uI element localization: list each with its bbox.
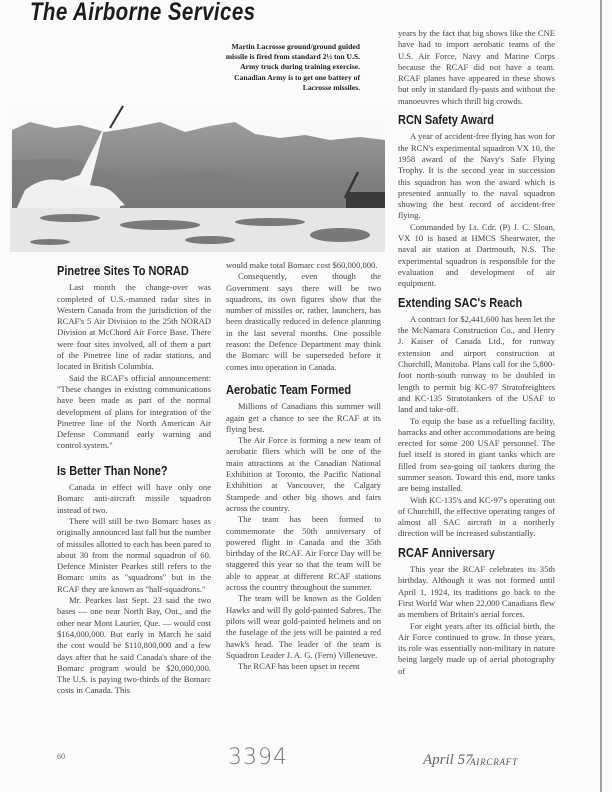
paragraph: For eight years after its official birth, the Air Force continued to grow. In those years, its role was essentially non-military in nature being largely made up of aerial photography of xyxy=(398,620,555,676)
page-number: 60 xyxy=(57,752,65,761)
paragraph: The RCAF has been upset in recent xyxy=(238,661,360,672)
paragraph: With KC-135's and KC-97's operating out of Churchill, the effective operating ranges of almost all SAC aircraft in a northerly direction will be increased substantially. xyxy=(398,494,555,539)
paragraph: Said the RCAF's official announcement: "These changes in existing communications have been made as part of the normal development of plans for integration of the Pinetree line of the North American Air Defense Command early warning and control system." xyxy=(57,372,211,451)
heading-extending-sac: Extending SAC's Reach xyxy=(398,295,523,310)
paragraph: Last month the change-over was completed of U.S.-manned radar sites in Western Canada from the jurisdiction of the RCAF's 5 Air Division to the 25th NORAD Division at McChord Air Force Base. There were four sites involved, all of them a part of the Pinetree line of radar stations, and located in British Columbia. xyxy=(57,282,211,372)
handwritten-number: 3394 xyxy=(228,745,288,770)
paragraph: A year of accident-free flying has won for the RCN's experimental squadron VX 10, the 1958 award of the Navy's Safe Flying Trophy. It is the second year in succession this squadron has won the award which is presented annually to the naval squadron showing the best record of accident-free flying. xyxy=(398,131,555,221)
paragraph: Mr. Pearkes last Sept. 23 said the two bases — one near North Bay, Ont., and the other near Mont Laurier, Que. — would cost $164,000,000. But early in March he said the cost would be $110,800,000 and a few days after that he said Canada's share of the Bomarc program would be $20,000,000. The U.S. is paying two-thirds of the Bomarc costs in Canada. This xyxy=(57,595,211,696)
paragraph: The team will be known as the Golden Hawks and will fly gold-painted Sabres. The pilots will wear gold-painted helmets and on the fuselage of the jets will be painted a red hawk's head. The leader of the team is Squadron Leader J. A. G. (Fern) Villeneuve. xyxy=(226,593,381,660)
column-left xyxy=(57,258,211,697)
paragraph: years by the fact that big shows like the CNE have had to import aerobatic teams of the U.S. Air Force, Navy and Marine Corps because the RCAF did not have a team. RCAF planes have appeared in these shows but only in standard fly-pasts and without the manoeuvres which thrill big crowds. xyxy=(398,28,555,106)
heading-aerobatic-team: Aerobatic Team Formed xyxy=(226,382,352,397)
paragraph: would make total Bomarc cost $60,000,000. xyxy=(226,260,378,270)
heading-pinetree: Pinetree Sites To NORAD xyxy=(57,264,189,278)
paragraph: Consequently, even though the Government says there will be two squadrons, its own figures show that the number of missiles or, rather, launchers, has been drastically reduced in defence planning in the last several months. One possible reason: the Defence Department may think the Bomarc will be superseded before it comes into operation in Canada. xyxy=(226,271,381,372)
handwritten-date: April 57 xyxy=(423,752,473,768)
paragraph: A contract for $2,441,600 has been let the the McNamara Construction Co., and Henry J. Kaiser of Canada Ltd., for runway extension and airport construction at Churchill, Manitoba. Plans call for the 5,800-foot north-south runway to be doubled in length to permit big KC-97 Stratofreighters and KC-135 Stratotankers of the USAF to land and take-off. xyxy=(398,313,555,415)
heading-rcn-safety-award: RCN Safety Award xyxy=(398,113,494,128)
paragraph: The team has been formed to commemorate the 50th anniversary of powered flight in Canada and the 35th birthday of the RCAF. Air Force Day will be staggered this year so that the team will be able to appear at different RCAF stations across the country throughout the summer. xyxy=(226,514,381,593)
paragraph: This year the RCAF celebrates its 35th birthday. Although it was not formed until April 1, 1924, its traditions go back to the First World War when 22,000 Canadians flew as members of Britain's aerial forces. xyxy=(398,564,555,620)
magazine-name: AIRCRAFT xyxy=(470,757,518,767)
page-edge-divider xyxy=(600,0,602,792)
paragraph: To equip the base as a refuelling facility, barracks and other accommodations are being erected for some 200 USAF personnel. The fuel itself is stored in giant tanks which are filled from sea-going oil tankers during the summer season. Toward this end, more tanks are being installed. xyxy=(398,415,555,494)
paragraph: Commanded by Lt. Cdr. (P) J. C. Sloan, VX 10 is based at HMCS Shearwater, the naval air station at Dartmouth, N.S. The experimental squadron is responsible for the evaluation and development of air equipment. xyxy=(398,221,555,289)
heading-rcaf-anniversary: RCAF Anniversary xyxy=(398,545,495,560)
paragraph: The Air Force is forming a new team of aerobatic fliers which will be one of the main attractions at the Canadian National Exhibition at Toronto, the Pacific National Exhibition at Vancouver, the Calgary Stampede and other big shows and fairs across the country. xyxy=(226,435,381,513)
column-right xyxy=(398,28,555,677)
heading-better-than-none: Is Better Than None? xyxy=(57,463,168,478)
column-middle xyxy=(226,260,381,672)
paragraph: Canada in effect will have only one Bomarc anti-aircraft missile squadron instead of two. xyxy=(57,482,211,515)
paragraph: There will still be two Bomarc bases as originally announced last fall but the number of missiles allotted to each has been pared to about 30 from the normal squadron of 60. Defence Minister Pearkes still refers to the Bomarc units as "squadrons" but in the RCAF they are known as "half-squadrons." xyxy=(57,515,211,594)
missile-launch-photo xyxy=(10,100,385,252)
paragraph: Millions of Canadians this summer will again get a chance to see the RCAF at its flying best. xyxy=(226,401,381,434)
page-title: The Airborne Services xyxy=(30,0,256,26)
photo-caption: Martin Lacrosse ground/ground guided missile is fired from standard 2½ ton U.S. Army truck during training exercise. Canadian Army is to get one battery of Lacrosse missiles. xyxy=(225,42,360,92)
photo-illustration xyxy=(10,100,385,252)
